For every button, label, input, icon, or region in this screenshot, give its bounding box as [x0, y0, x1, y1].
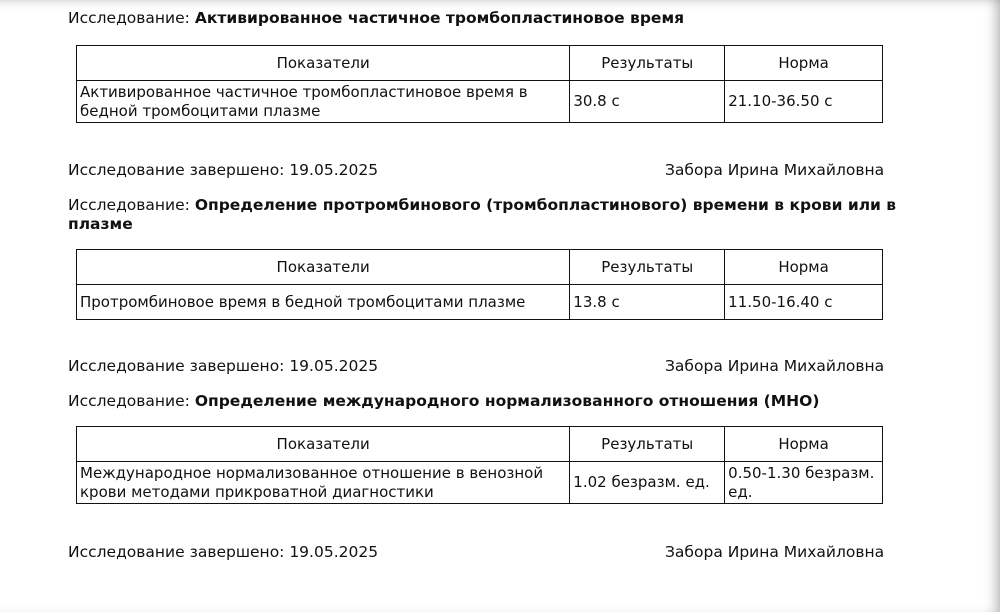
results-table-2 [76, 249, 883, 320]
completed-date-1: Исследование завершено: 19.05.2025 [68, 161, 379, 179]
results-table-1 [76, 45, 883, 123]
study-heading-1 [68, 9, 938, 28]
study-label: Исследование: [68, 9, 190, 27]
result-value: 13.8 с [570, 285, 725, 320]
study-heading-3 [68, 392, 938, 411]
table-header-row [77, 250, 883, 285]
indicator-name: Протромбиновое время в бедной тромбоцитами плазме [77, 285, 570, 320]
norm-range: 21.10-36.50 с [725, 81, 883, 123]
signer-name-3: Забора Ирина Михайловна [665, 543, 885, 561]
column-header-indicators: Показатели [77, 250, 570, 285]
column-header-indicators: Показатели [77, 427, 570, 462]
signer-name-1: Забора Ирина Михайловна [665, 161, 885, 179]
norm-range: 11.50-16.40 с [725, 285, 883, 320]
result-value: 30.8 с [570, 81, 725, 123]
results-table-3 [76, 426, 883, 504]
column-header-indicators: Показатели [77, 46, 570, 81]
column-header-norm: Норма [725, 250, 883, 285]
column-header-results: Результаты [570, 46, 725, 81]
norm-range: 0.50-1.30 безразм. ед. [725, 462, 883, 504]
study-title: Определение международного нормализованного отношения (МНО) [194, 392, 820, 410]
table-row [77, 462, 883, 504]
study-label: Исследование: [68, 196, 190, 214]
study-label: Исследование: [68, 392, 190, 410]
signer-name-2: Забора Ирина Михайловна [665, 357, 885, 375]
indicator-name: Международное нормализованное отношение в венозной крови методами прикроватной диагностики [77, 462, 570, 504]
study-title: Активированное частичное тромбопластиновое время [194, 9, 685, 27]
table-row [77, 285, 883, 320]
study-title: Определение протромбинового (тромбопластинового) времени в крови или в плазме [68, 196, 897, 233]
table-row [77, 81, 883, 123]
column-header-norm: Норма [725, 46, 883, 81]
result-value: 1.02 безразм. ед. [570, 462, 725, 504]
completed-date-2: Исследование завершено: 19.05.2025 [68, 357, 379, 375]
completed-date-3: Исследование завершено: 19.05.2025 [68, 543, 379, 561]
study-heading-2 [68, 196, 938, 234]
table-header-row [77, 46, 883, 81]
indicator-name: Активированное частичное тромбопластиновое время в бедной тромбоцитами плазме [77, 81, 570, 123]
table-header-row [77, 427, 883, 462]
column-header-results: Результаты [570, 250, 725, 285]
column-header-norm: Норма [725, 427, 883, 462]
column-header-results: Результаты [570, 427, 725, 462]
